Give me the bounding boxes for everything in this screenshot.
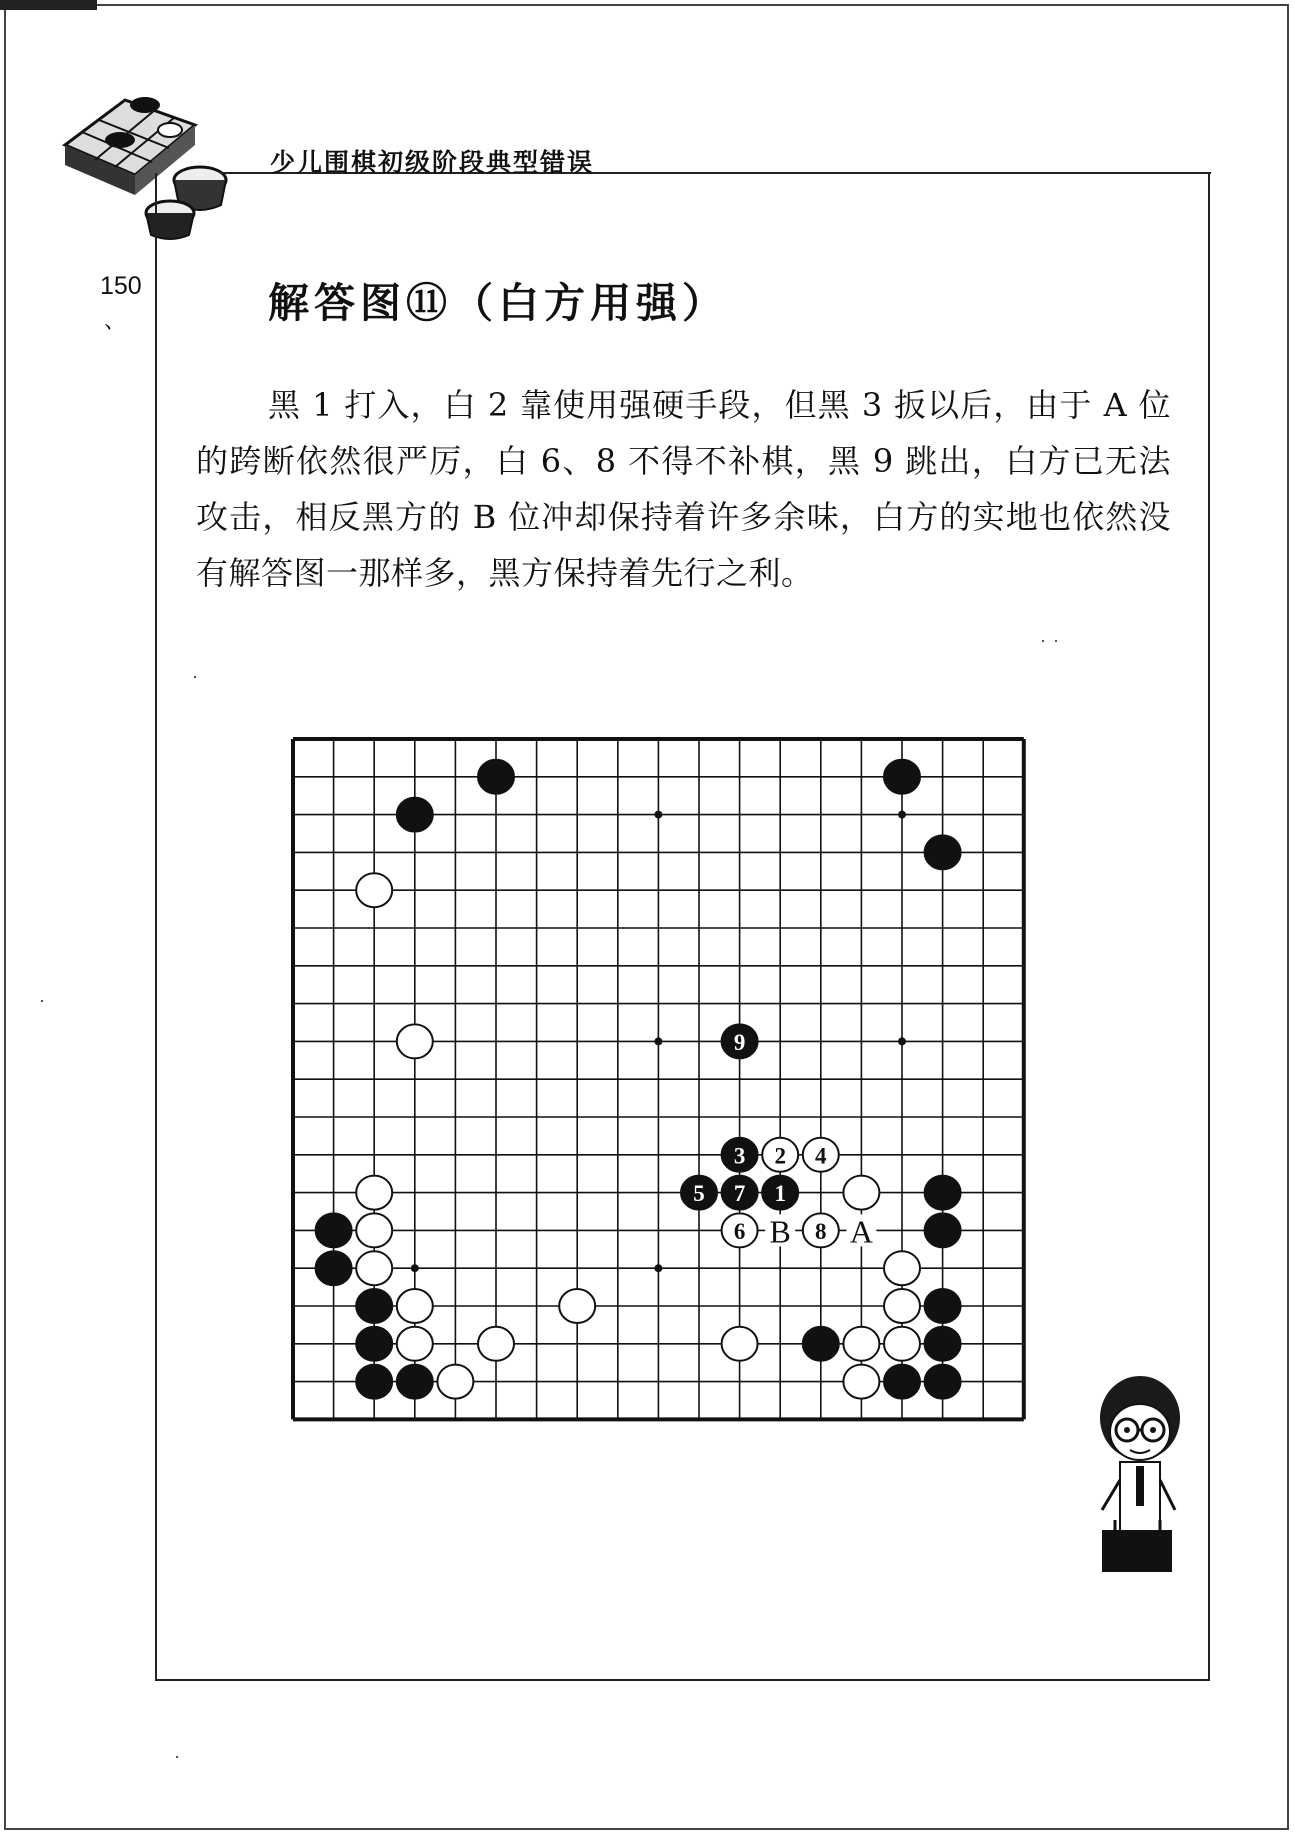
- white-stone: [843, 1327, 879, 1361]
- white-stone: [356, 1251, 392, 1285]
- white-stone: [397, 1327, 433, 1361]
- black-stone: [884, 1365, 920, 1399]
- kid-mascot-illustration: [1090, 1370, 1190, 1600]
- page-number: 150: [100, 272, 142, 300]
- move-number: 7: [733, 1181, 746, 1207]
- star-point: [654, 811, 662, 819]
- black-stone: [478, 760, 514, 794]
- running-header: 少儿围棋初级阶段典型错误: [270, 148, 595, 177]
- go-diagram: [288, 734, 1070, 1464]
- move-number: 6: [733, 1218, 746, 1244]
- star-point: [654, 1264, 662, 1272]
- white-stone: [397, 1289, 433, 1323]
- page-tick-mark: 、: [104, 308, 127, 333]
- scan-speck: [176, 1756, 178, 1758]
- black-stone: [925, 1176, 961, 1210]
- star-point: [411, 1264, 419, 1272]
- white-stone: [478, 1327, 514, 1361]
- point-mark-b: B: [769, 1213, 791, 1250]
- scan-speck: [41, 1000, 43, 1002]
- move-number: 2: [774, 1143, 786, 1169]
- black-stone: [397, 798, 433, 832]
- scan-speck: [1042, 640, 1044, 642]
- white-stone: [884, 1251, 920, 1285]
- black-stone: [316, 1251, 352, 1285]
- white-stone: [397, 1024, 433, 1058]
- body-paragraph: 黑 1 打入，白 2 靠使用强硬手段，但黑 3 扳以后，由于 A 位的跨断依然很严厉，白 6、8 不得不补棋，黑 9 跳出，白方已无法攻击，相反黑方的 B 位冲却保持着许多余味，白方的实地也依然没有解答图一那样多，黑方保持着先行之利。: [196, 386, 1171, 592]
- white-stone: [437, 1365, 473, 1399]
- scan-speck: [194, 676, 196, 678]
- section-heading: 解答图⑪（白方用强）: [268, 279, 728, 327]
- black-stone: [356, 1289, 392, 1323]
- white-stone: [843, 1365, 879, 1399]
- move-number: 3: [733, 1143, 746, 1169]
- top-edge-tab: [0, 0, 97, 10]
- black-stone: [803, 1327, 839, 1361]
- scan-speck: [1055, 640, 1057, 642]
- black-stone: [925, 1213, 961, 1247]
- black-stone: [925, 835, 961, 869]
- black-stone: [884, 760, 920, 794]
- move-number: 9: [733, 1029, 746, 1055]
- white-stone: [884, 1327, 920, 1361]
- black-stone: [397, 1365, 433, 1399]
- black-stone: [925, 1327, 961, 1361]
- white-stone: [356, 1213, 392, 1247]
- move-number: 4: [815, 1143, 827, 1169]
- black-stone: [316, 1213, 352, 1247]
- star-point: [898, 811, 906, 819]
- white-stone: [356, 1176, 392, 1210]
- black-stone: [356, 1327, 392, 1361]
- black-stone: [925, 1365, 961, 1399]
- move-number: 1: [774, 1181, 786, 1207]
- black-stone: [356, 1365, 392, 1399]
- move-number: 8: [815, 1218, 827, 1244]
- white-stone: [356, 873, 392, 907]
- black-stone: [925, 1289, 961, 1323]
- white-stone: [884, 1289, 920, 1323]
- point-mark-a: A: [849, 1213, 873, 1250]
- white-stone: [559, 1289, 595, 1323]
- star-point: [898, 1037, 906, 1045]
- move-number: 5: [693, 1181, 705, 1207]
- white-stone: [843, 1176, 879, 1210]
- white-stone: [722, 1327, 758, 1361]
- star-point: [654, 1037, 662, 1045]
